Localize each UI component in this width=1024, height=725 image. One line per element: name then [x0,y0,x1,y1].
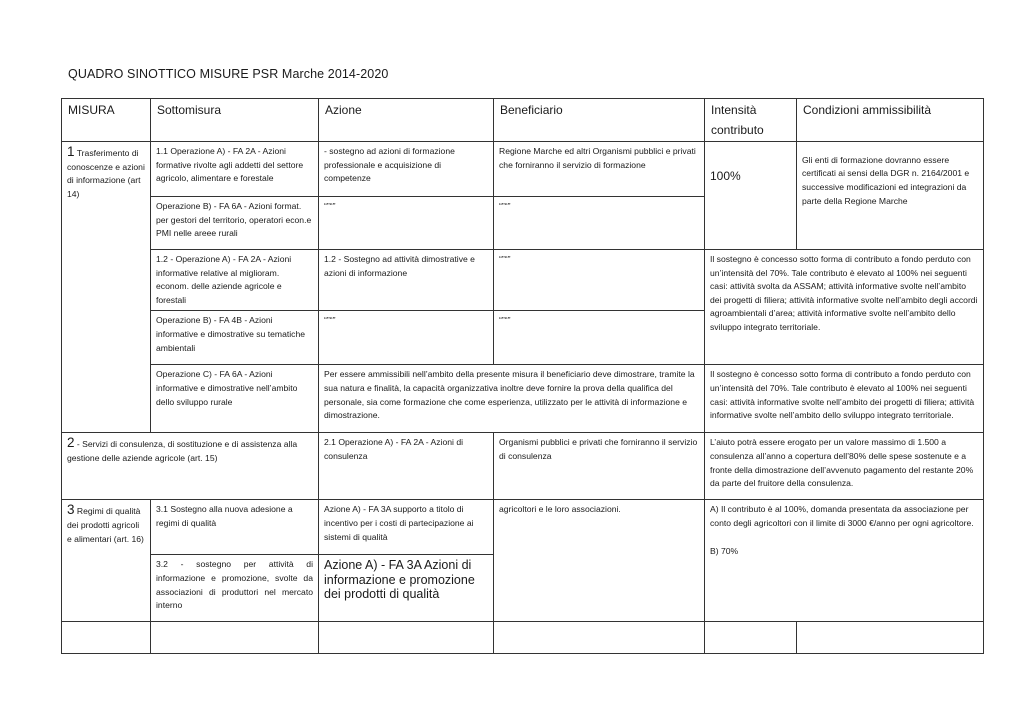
condizioni-3 [705,500,984,622]
misura-2-number: 2 [67,435,75,451]
empty-cell [319,622,494,654]
misura-1-number: 1 [67,144,75,159]
misura-1-cell [62,142,151,433]
azione-1-1-a: - sostegno ad azioni di formazione professionale e acquisizione di competenze [319,142,494,197]
page-title: QUADRO SINOTTICO MISURE PSR Marche 2014-2020 [68,67,389,81]
azione-1-1-b: “”“” [319,197,494,250]
misura-2-name: - Servizi di consulenza, di sostituzione e di assistenza alla gestione delle aziende agricole (art. 15) [67,439,298,463]
header-condizioni: Condizioni ammissibilità [797,99,984,142]
sottomisura-1-2-c: Operazione C) - FA 6A - Azioni informative e dimostrative nell’ambito dello sviluppo rurale [151,365,319,433]
condizioni-2-1: L’aiuto potrà essere erogato per un valore massimo di 1.500 a consulenza all’anno a copertura dell’80% delle spese sostenute e a fronte della dimostrazione dell’avvenuto pagamento del restante 20% da parte del fruitore della consulenza. [705,433,984,500]
condizioni-1-1: Gli enti di formazione dovranno essere certificati ai sensi della DGR n. 2164/2001 e successive modificazioni ed integrazioni da parte della Regione Marche [797,142,984,250]
measures-table [61,98,984,654]
sottomisura-1-2-a: 1.2 - Operazione A) - FA 2A - Azioni informative relative al miglioram. econom. delle aziende agricole e forestali [151,250,319,311]
beneficiario-1-2-a: “”“” [494,250,705,311]
azione-3-2: Azione A) - FA 3A Azioni di informazione e promozione dei prodotti di qualità [319,555,494,622]
misura-3-name: Regimi di qualità dei prodotti agricoli e alimentari (art. 16) [67,506,144,544]
table-row [62,500,984,555]
empty-cell [151,622,319,654]
beneficiario-1-2-b: “”“” [494,311,705,365]
azione-3-1: Azione A) - FA 3A supporto a titolo di incentivo per i costi di partecipazione ai sistemi di qualità [319,500,494,555]
misura-3-number: 3 [67,502,75,518]
table-row-empty [62,622,984,654]
beneficiario-1-1-b: “”“” [494,197,705,250]
beneficiario-2-1: Organismi pubblici e privati che forniranno il servizio di consulenza [494,433,705,500]
sottomisura-3-1: 3.1 Sostegno alla nuova adesione a regimi di qualità [151,500,319,555]
table-row [62,142,984,197]
azione-1-2-a: 1.2 - Sostegno ad attività dimostrative e azioni di informazione [319,250,494,311]
sottomisura-1-1-a: 1.1 Operazione A) - FA 2A - Azioni formative rivolte agli addetti del settore agricolo, alimentare e forestale [151,142,319,197]
table-row [62,433,984,500]
sottomisura-3-2: 3.2 - sostegno per attività di informazione e promozione, svolte da associazioni di produttori nel mercato interno [151,555,319,622]
header-row [62,99,984,142]
condizioni-1-2: Il sostegno è concesso sotto forma di contributo a fondo perduto con un’intensità del 70%. Tale contributo è elevato al 100% nei seguenti casi: attività svolta da ASSAM; attività informative svolte nell’ambito dei progetti di filiera; attività informative svolte nell’ambito degli accordi agroambientali d’area; attività informative svolte nell’ambito dello sviluppo integrato territoriale. [705,250,984,365]
misura-2-cell [62,433,319,500]
sottomisura-1-1-b: Operazione B) - FA 6A - Azioni format. per gestori del territorio, operatori econ.e PMI nelle areee rurali [151,197,319,250]
misura-3-cell [62,500,151,622]
empty-cell [494,622,705,654]
condizioni-3-a: A) Il contributo è al 100%, domanda presentata da associazione per conto degli agricoltori con il limite di 3000 €/anno per ogni agricoltore. [710,504,974,528]
condizioni-3-b: B) 70% [710,545,739,556]
table-row [62,365,984,433]
azione-1-2-b: “”“” [319,311,494,365]
empty-cell [797,622,984,654]
beneficiario-3: agricoltori e le loro associazioni. [494,500,705,622]
header-intensita: Intensità contributo [705,99,797,142]
azione-2-1: 2.1 Operazione A) - FA 2A - Azioni di consulenza [319,433,494,500]
header-misura: MISURA [62,99,151,142]
header-beneficiario: Beneficiario [494,99,705,142]
header-sottomisura: Sottomisura [151,99,319,142]
condizioni-1-2-c: Il sostegno è concesso sotto forma di contributo a fondo perduto con un’intensità del 70%. Tale contributo è elevato al 100% nei seguenti casi: attività informative svolte nell’ambito dei progetti di filiera; attività informative svolte nell’ambito dello sviluppo integrato territoriale. [705,365,984,433]
sottomisura-1-2-b: Operazione B) - FA 4B - Azioni informative e dimostrative su tematiche ambientali [151,311,319,365]
intensita-1-1: 100% [705,142,797,250]
azione-1-2-c: Per essere ammissibili nell’ambito della presente misura il beneficiario deve dimostrare, tramite la sua natura e finalità, la capacità organizzativa inoltre deve fornire la prova della qualifica del personale, sia come formazione che come esperienza, utilizzato per le attività di informazione e dimostrazione. [319,365,705,433]
empty-cell [705,622,797,654]
table-row [62,250,984,311]
misura-1-name: Trasferimento di conoscenze e azioni di informazione (art 14) [67,148,145,199]
header-azione: Azione [319,99,494,142]
beneficiario-1-1-a: Regione Marche ed altri Organismi pubblici e privati che forniranno il servizio di formazione [494,142,705,197]
empty-cell [62,622,151,654]
